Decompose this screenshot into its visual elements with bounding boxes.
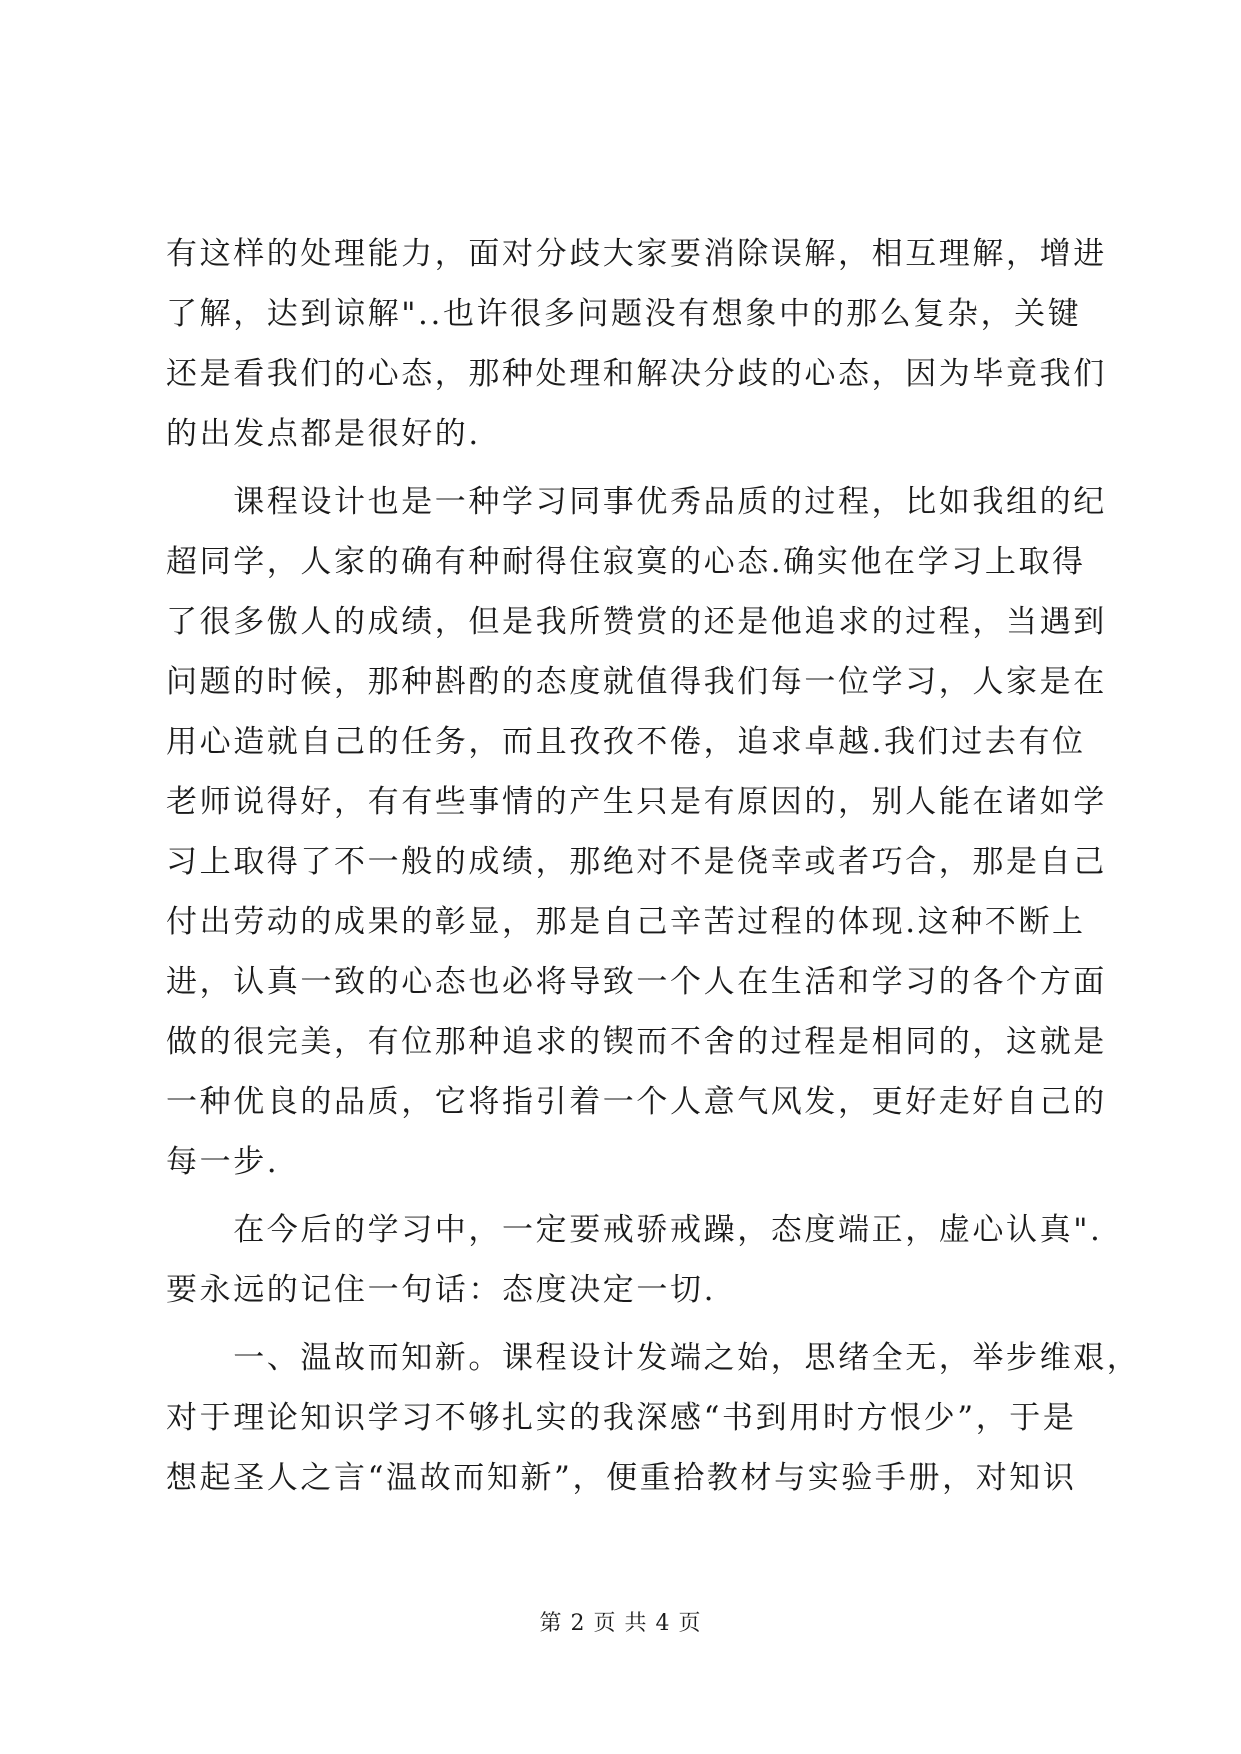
text-line: 超同学，人家的确有种耐得住寂寞的心态.确实他在学习上取得 xyxy=(166,544,1086,580)
text-line: 付出劳动的成果的彰显，那是自己辛苦过程的体现.这种不断上 xyxy=(166,904,1086,940)
text-line: 想起圣人之言“温故而知新”，便重拾教材与实验手册，对知识 xyxy=(166,1460,1077,1496)
text-line: 老师说得好，有有些事情的产生只是有原因的，别人能在诸如学 xyxy=(166,784,1107,820)
text-line: 一、温故而知新。课程设计发端之始，思绪全无，举步维艰， xyxy=(166,1340,1141,1376)
text-line: 一种优良的品质，它将指引着一个人意气风发，更好走好自己的 xyxy=(166,1084,1107,1120)
text-line: 对于理论知识学习不够扎实的我深感“书到用时方恨少”，于是 xyxy=(166,1400,1077,1436)
text-line: 用心造就自己的任务，而且孜孜不倦，追求卓越.我们过去有位 xyxy=(166,724,1086,760)
text-line: 还是看我们的心态，那种处理和解决分歧的心态，因为毕竟我们 xyxy=(166,356,1107,392)
text-line: 了解，达到谅解"..也许很多问题没有想象中的那么复杂，关键 xyxy=(166,296,1082,332)
text-line: 在今后的学习中，一定要戒骄戒躁，态度端正，虚心认真". xyxy=(166,1212,1103,1248)
text-line: 有这样的处理能力，面对分歧大家要消除误解，相互理解，增进 xyxy=(166,236,1107,272)
text-line: 要永远的记住一句话：态度决定一切. xyxy=(166,1272,717,1308)
body-text xyxy=(166,224,1141,1508)
text-line: 了很多傲人的成绩，但是我所赞赏的还是他追求的过程，当遇到 xyxy=(166,604,1107,640)
text-line: 进，认真一致的心态也必将导致一个人在生活和学习的各个方面 xyxy=(166,964,1107,1000)
text-line: 问题的时候，那种斟酌的态度就值得我们每一位学习，人家是在 xyxy=(166,664,1107,700)
page-number-footer: 第 2 页 共 4 页 xyxy=(539,1611,702,1636)
text-line: 的出发点都是很好的. xyxy=(166,416,481,452)
text-line: 做的很完美，有位那种追求的锲而不舍的过程是相同的，这就是 xyxy=(166,1024,1107,1060)
text-line: 习上取得了不一般的成绩，那绝对不是侥幸或者巧合，那是自己 xyxy=(166,844,1107,880)
text-line: 课程设计也是一种学习同事优秀品质的过程，比如我组的纪 xyxy=(166,484,1107,520)
text-line: 每一步. xyxy=(166,1144,280,1180)
